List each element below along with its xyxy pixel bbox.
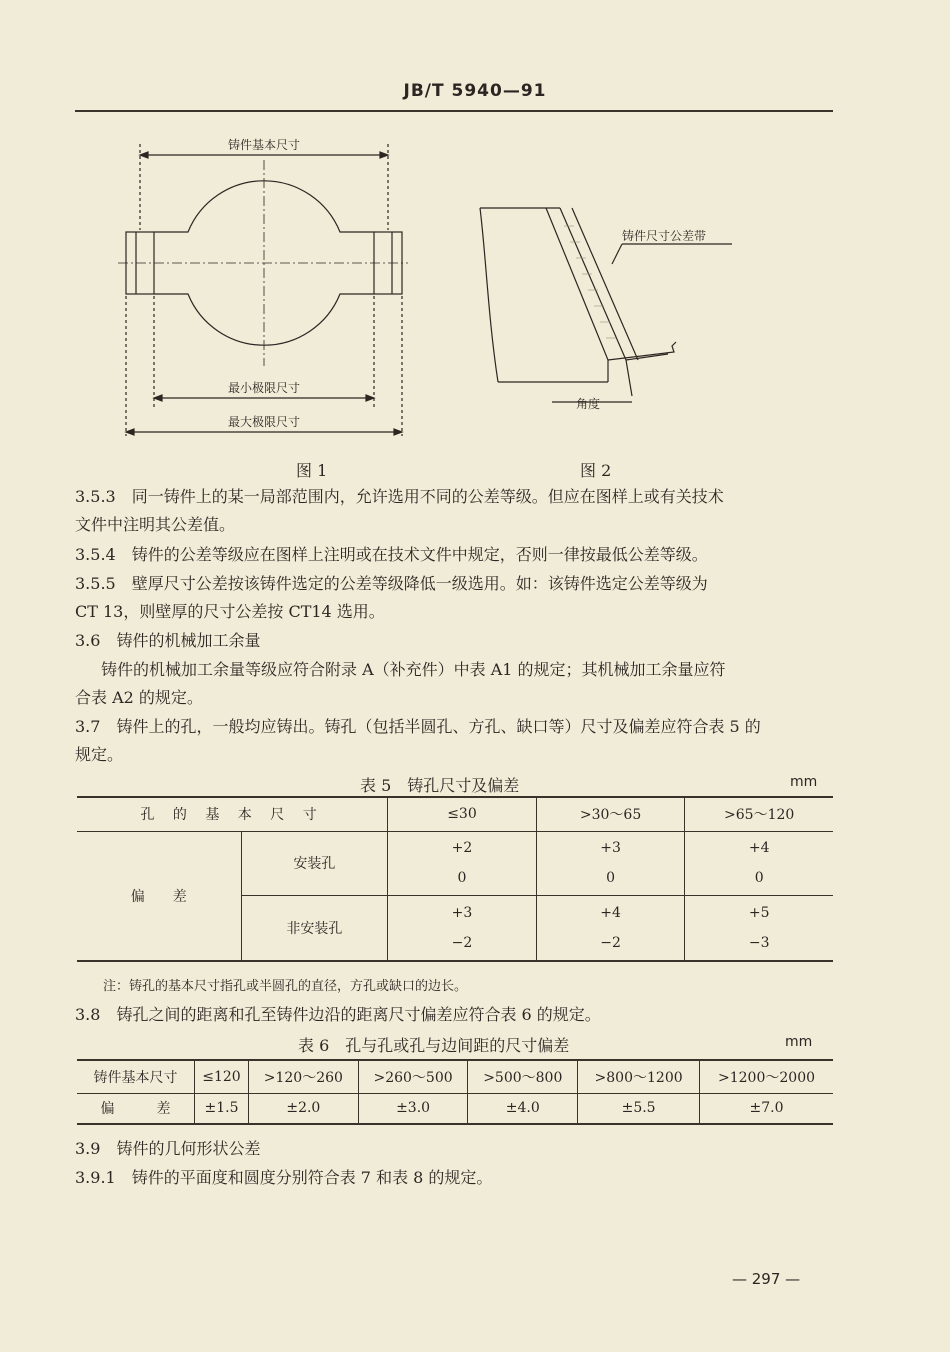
paragraph-3-9-1: 3.9.1 铸件的平面度和圆度分别符合表 7 和表 8 的规定。 bbox=[75, 1168, 493, 1187]
table-6-unit: mm bbox=[785, 1034, 813, 1050]
table6-row1-label: 铸件基本尺寸 bbox=[77, 1060, 195, 1093]
paragraph-3-5-3-line1: 3.5.3 同一铸件上的某一局部范围内，允许选用不同的公差等级。但应在图样上或有关技术 bbox=[75, 487, 724, 506]
paragraph-3-6-line1: 铸件的机械加工余量等级应符合附录 A（补充件）中表 A1 的规定；其机械加工余量应符 bbox=[101, 660, 726, 679]
table6-value-2: ±3.0 bbox=[358, 1093, 468, 1124]
paragraph-3-5-4: 3.5.4 铸件的公差等级应在图样上注明或在技术文件中规定，否则一律按最低公差等级。 bbox=[75, 545, 708, 564]
table-5 bbox=[77, 796, 833, 962]
table6-value-5: ±7.0 bbox=[700, 1093, 833, 1124]
table5-header-label: 孔 的 基 本 尺 寸 bbox=[77, 797, 388, 831]
table5-mounting-cell-2: +4 0 bbox=[685, 831, 833, 895]
table5-row-group: 偏 差 bbox=[77, 831, 241, 961]
figure1-label-min: 最小极限尺寸 bbox=[227, 381, 301, 395]
table5-mounting-cell-1: +3 0 bbox=[536, 831, 685, 895]
table5-nonmounting-cell-2: +5 −3 bbox=[685, 895, 833, 961]
figure-1-diagram bbox=[118, 130, 408, 440]
figure1-label-basic: 铸件基本尺寸 bbox=[227, 138, 301, 152]
heading-3-6: 3.6 铸件的机械加工余量 bbox=[75, 631, 261, 650]
table5-nonmounting-cell-0: +3 −2 bbox=[388, 895, 537, 961]
table5-nonmounting-cell-1: +4 −2 bbox=[536, 895, 685, 961]
table-6-title: 表 6 孔与孔或孔与边间距的尺寸偏差 bbox=[298, 1036, 570, 1055]
table5-col-0: ≤30 bbox=[388, 797, 537, 831]
table6-col-1: >120～260 bbox=[248, 1060, 358, 1093]
table6-row2-label: 偏 差 bbox=[77, 1093, 195, 1124]
table-5-title: 表 5 铸孔尺寸及偏差 bbox=[360, 776, 520, 795]
table6-col-3: >500～800 bbox=[468, 1060, 578, 1093]
table-5-note: 注：铸孔的基本尺寸指孔或半圆孔的直径，方孔或缺口的边长。 bbox=[103, 979, 468, 994]
figure-2-diagram bbox=[476, 196, 746, 426]
table6-value-1: ±2.0 bbox=[248, 1093, 358, 1124]
figure-1-caption: 图 1 bbox=[296, 461, 328, 480]
paragraph-3-5-5-line2: CT 13，则壁厚的尺寸公差按 CT14 选用。 bbox=[75, 602, 385, 621]
table6-col-0: ≤120 bbox=[195, 1060, 249, 1093]
table6-col-2: >260～500 bbox=[358, 1060, 468, 1093]
table6-col-4: >800～1200 bbox=[578, 1060, 700, 1093]
table5-col-1: >30～65 bbox=[536, 797, 685, 831]
figure1-label-max: 最大极限尺寸 bbox=[227, 415, 301, 429]
paragraph-3-5-5-line1: 3.5.5 壁厚尺寸公差按该铸件选定的公差等级降低一级选用。如：该铸件选定公差等级为 bbox=[75, 574, 708, 593]
table-6 bbox=[77, 1059, 833, 1125]
heading-3-9: 3.9 铸件的几何形状公差 bbox=[75, 1139, 261, 1158]
table-5-unit: mm bbox=[790, 774, 818, 790]
table6-value-4: ±5.5 bbox=[578, 1093, 700, 1124]
paragraph-3-5-3-line2: 文件中注明其公差值。 bbox=[75, 515, 236, 534]
paragraph-3-7-line1: 3.7 铸件上的孔，一般均应铸出。铸孔（包括半圆孔、方孔、缺口等）尺寸及偏差应符合表 5 的 bbox=[75, 717, 761, 736]
paragraph-3-8: 3.8 铸孔之间的距离和孔至铸件边沿的距离尺寸偏差应符合表 6 的规定。 bbox=[75, 1005, 601, 1024]
figure-2-caption: 图 2 bbox=[580, 461, 612, 480]
standard-number: JB/T 5940—91 bbox=[403, 81, 547, 101]
figure2-label-angle: 角度 bbox=[576, 397, 601, 411]
table5-col-2: >65～120 bbox=[685, 797, 833, 831]
paragraph-3-7-line2: 规定。 bbox=[75, 745, 124, 764]
header-rule bbox=[75, 110, 833, 112]
paragraph-3-6-line2: 合表 A2 的规定。 bbox=[75, 688, 203, 707]
table6-value-0: ±1.5 bbox=[195, 1093, 249, 1124]
table5-row-nonmounting-label: 非安装孔 bbox=[241, 895, 388, 961]
table6-value-3: ±4.0 bbox=[468, 1093, 578, 1124]
table5-row-mounting-label: 安装孔 bbox=[241, 831, 388, 895]
table5-mounting-cell-0: +2 0 bbox=[388, 831, 537, 895]
figure2-label-tolerance-band: 铸件尺寸公差带 bbox=[622, 229, 707, 243]
table6-col-5: >1200～2000 bbox=[700, 1060, 833, 1093]
page-number: — 297 — bbox=[732, 1270, 801, 1288]
